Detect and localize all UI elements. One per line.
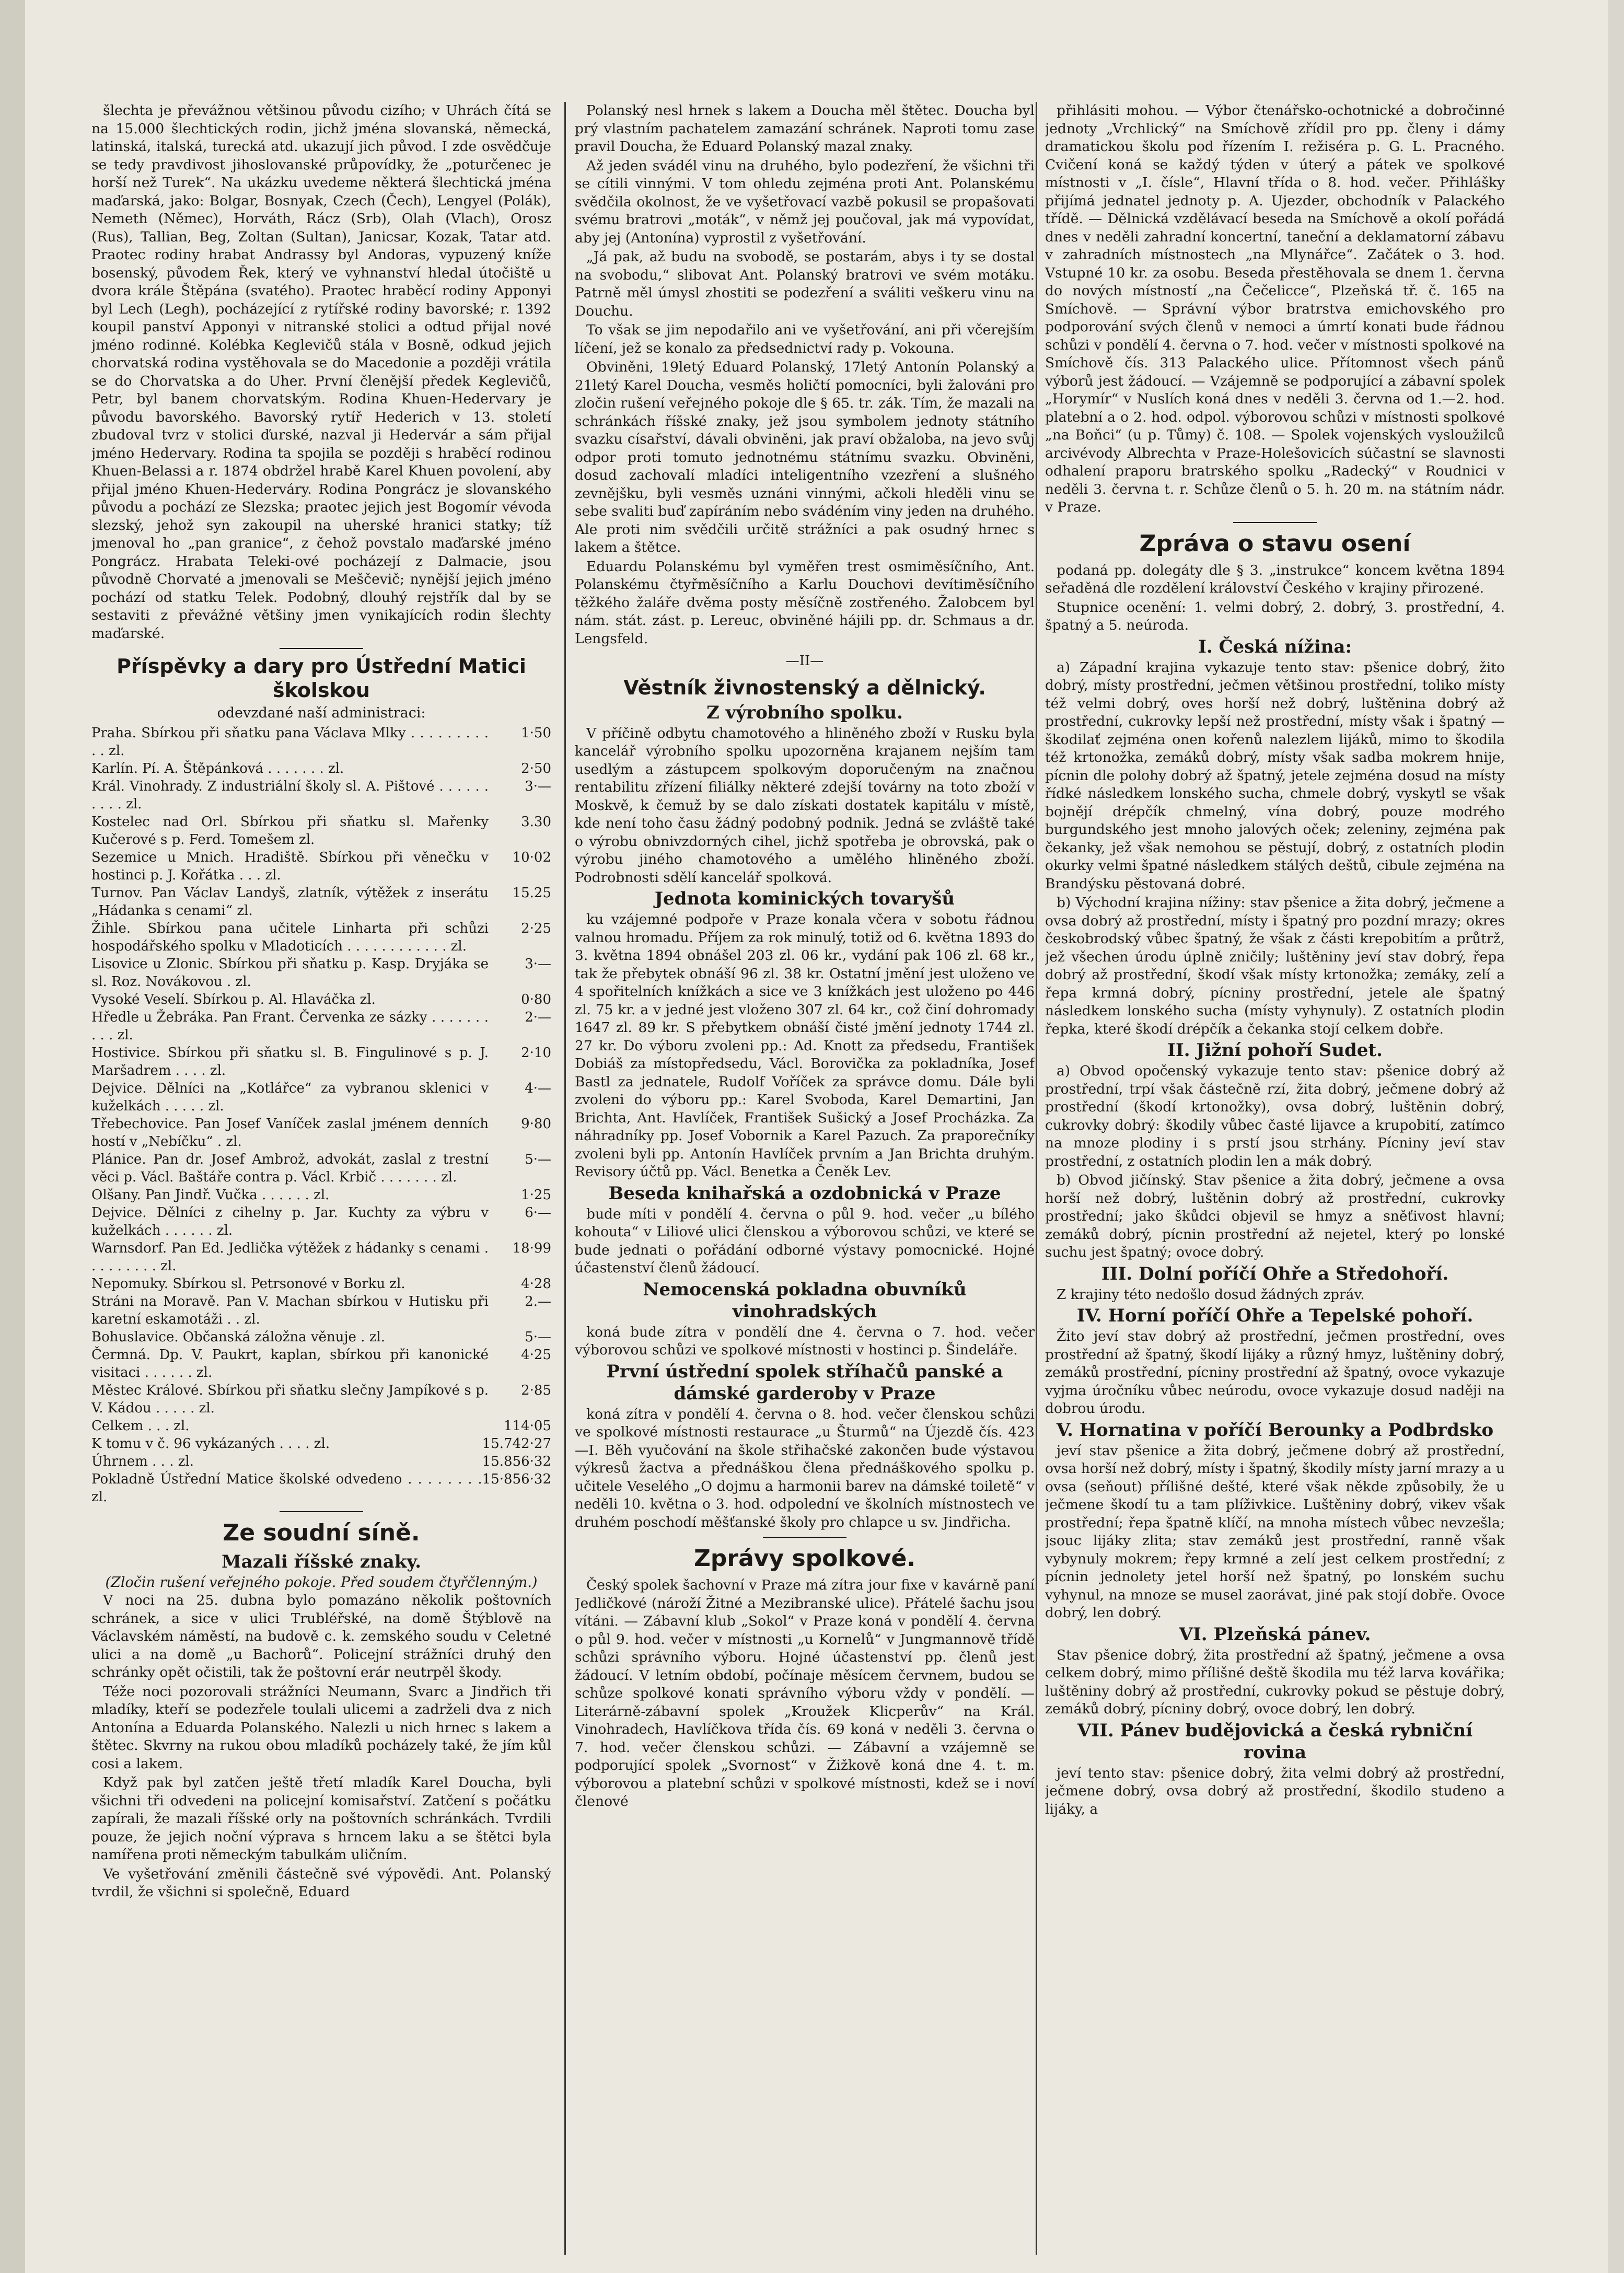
crops-region-heading: IV. Horní poříčí Ohře a Tepelské pohoří.	[1076, 1305, 1474, 1326]
donation-row	[91, 955, 551, 991]
donation-amount: 4·—	[525, 1081, 551, 1096]
total-amount: 15.856·32	[482, 1454, 551, 1469]
donation-amount: 2.—	[525, 1294, 551, 1309]
donation-text: Žihle. Sbírkou pana učitele Linharta při schůzi hospodářského spolku v Mladoticích . . . . . . . . . . . . zl.	[91, 921, 489, 954]
clubs-section-title: Zprávy spolkové.	[693, 1545, 915, 1572]
total-row	[91, 1417, 551, 1435]
donation-amount: 1·50	[521, 725, 551, 741]
donation-text: Bohuslavice. Občanská záložna věnuje . zl.	[91, 1329, 385, 1345]
court-paragraph: V noci na 25. dubna bylo pomazáno několik poštovních schránek, a sice v ulici Trubléřské, na domě Štýblově na Václavském náměstí, na budově c. k. zemského soudu v Celetné ulici a na domě „u Bachorů“. Policejní strážníci druhý den schránky opět očistili, tak že poštovní erár neutrpěl škody.	[91, 1592, 551, 1680]
donation-text: Stráni na Moravě. Pan V. Machan sbírkou v Hutisku při karetní eskamotáži . . zl.	[91, 1294, 489, 1327]
court-section-title: Ze soudní síně.	[223, 1520, 420, 1546]
crops-region-heading: VII. Pánev budějovická a česká rybniční rovina	[1077, 1720, 1473, 1763]
donations-totals	[91, 1417, 551, 1506]
donation-row	[91, 1275, 551, 1293]
donation-row	[91, 991, 551, 1008]
total-row	[91, 1470, 551, 1506]
donations-title: Příspěvky a dary pro Ústřední Matici školskou	[117, 655, 526, 702]
column-1	[91, 102, 551, 2255]
crops-paragraph: Stupnice ocenění: 1. velmi dobrý, 2. dobrý, 3. prostřední, 4. špatný a 5. neúroda.	[1045, 599, 1505, 633]
donation-row	[91, 1346, 551, 1382]
crops-paragraph: Z krajiny této nedošlo dosud žádných zpráv.	[1057, 1286, 1365, 1303]
donation-row	[91, 1151, 551, 1186]
trade-paragraph: bude míti v pondělí 4. června o půl 9. hod. večer „u bílého kohouta“ v Liliové ulici členskou a výborovou schůzi, ve které se bude jednati o pořádání odborné výstavy pomocnické. Hojné účastenství členů žádoucí.	[575, 1205, 1035, 1276]
total-label: Celkem . . . zl.	[91, 1418, 190, 1434]
trade-paragraph: ku vzájemné podpoře v Praze konala včera v sobotu řádnou valnou hromadu. Příjem za rok minulý, totiž od 6. května 1893 do 3. května 1894 obnášel 203 zl. 06 kr., vydání pak 106 zl. 68 kr., tak že přebytek obnáší 96 zl. 38 kr. Ostatní jmění jest uloženo ve 4 spořitelních knížkách a sice ve 3 knížkách jest uloženo po 446 zl. 75 kr. a v jedné jest vloženo 307 zl. 64 kr., což činí dohromady 1647 zl. 89 kr. S přebytkem obnáší čisté jmění jednoty 1744 zl. 27 kr. Do výboru zvoleni pp.: Ad. Knott za předsedu, František Dobiáš za místopředsedu, Václ. Borovička za pokladníka, Josef Bastl za jednatele, Rudolf Voříček za správce domu. Dále byli zvoleni do výboru pp.: Karel Svoboda, Karel Demartini, Jan Brichta, Ant. Havlíček, František Sušický a Josef Procházka. Za náhradníky pp. Josef Vobornik a Karel Pazuch. Za praporečníky zvoleni byli pp. Antonín Havlíček prvním a Jan Brichta druhým. Revisory účtů pp. Václ. Benetka a Čeněk Lev.	[575, 911, 1035, 1180]
donation-text: Olšany. Pan Jindř. Vučka . . . . . . zl.	[91, 1187, 330, 1203]
nobility-article: šlechta je převážnou většinou původu cizího; v Uhrách čítá se na 15.000 šlechtických rodin, jichž jména slovanská, německá, latinská, italská, turecká atd. ukazují jich původ. I zde osvědčuje se tedy pravdivost jihoslovanské průpovídky, že „poturčenec je horší než Turek“. Na ukázku uvedeme některá šlechtická jména maďarská, jako: Bolgar, Bosnyak, Czech (Čech), Lengyel (Polák), Nemeth (Němec), Horváth, Rácz (Srb), Olah (Vlach), Orosz (Rus), Tallian, Beg, Zoltan (Sultan), Janicsar, Kozak, Tatar atd. Praotec rodiny hrabat Andrassy byl Andoras, vypuzený kníže bosenský, původem Řek, který ve vyhnanství hledal útočiště u dvora krále Štěpána (svatého). Praotec hraběcí rodiny Apponyi byl Lech (Legh), pocházející z rytířské rodiny bavorské; r. 1392 koupil panství Apponyi v nitranské stolici a odtud přijal nové jméno rodinné. Kolébka Keglevičů stála v Bosně, odkud jejich chorvatská rodina vystěhovala se do Macedonie a později vrátila se do Chorvatska a do Uher. První členější předek Keglevičů, Petr, byl banem chorvatským. Rodina Khuen-Hedervary je původu bavorského. Bavorský rytíř Hederich v 13. století zbudoval tvrz v stolici ďurské, nazval ji Hedervár a sám přijal jméno Hedervary. Rodina ta spojila se později s hraběcí rodinou Khuen-Belassi a r. 1874 obdržel hrabě Karel Khuen povolení, aby přijal jméno Khuen-Hederváry. Rodina Pongrácz je slovanského původu a pochází ze Slezska; praotec jejich jest Bogomír vévoda slezský, jehož syn zakoupil na uherské hranici statky; tíž jmenoval ho „pan granice“, z čehož povstalo maďarské jméno Pongrácz. Hrabata Teleki-ové pocházejí z Dalmacie, jsou původně Chorvaté a jmenovali se Meščevič; nynější jejich jméno pochází od statku Telek. Podobný, dlouhý rejstřík dal by se sestaviti z převážné většiny jmen vynikajících rodin šlechty maďarské.	[91, 102, 551, 642]
donation-amount: 3·—	[525, 956, 551, 972]
separator	[280, 648, 363, 649]
court-paragraph: Obviněni, 19letý Eduard Polanský, 17letý Antonín Polanský a 21letý Karel Doucha, vesměs holičtí pomocníci, byli žalováni pro zločin rušení veřejného pokoje dle § 65. tr. zák. Tím, že mazali na schránkách říšské znaky, jež jsou symbolem jednoty státního svazku císařství, dávali obviněni, jak praví obžaloba, na jevo svůj odpor proti tomuto jednotnému státnímu svazku. Obviněni, dosud zachovalí mladíci inteligentního vzezření a slušného zevnějšku, byli vesměs uznáni vinnými, ačkoli hleděli vinu se sebe svaliti buď zapíráním nebo svádéním viny jeden na druhého. Ale proti nim svědčili určitě strážníci a pak osudný hrnec s lakem a štětce.	[575, 359, 1035, 555]
donation-amount: 6·—	[525, 1205, 551, 1221]
crops-paragraph: a) Obvod opočenský vykazuje tento stav: pšenice dobrý až prostřední, trpí však částečně rzí, žita dobrý, ječmene dobrý až prostřední (škodí krtonožky), ovsa dobrý, luštěnin dobrý, cukrovky dobrý: škodily vůbec časté lijavce a krupobití, zatímco na mnoze plodiny i s prstí jsou strhány. Pícniny jeví stav prostřední, z ostatních plodin len a mák dobrý.	[1045, 1063, 1505, 1169]
donation-text: Nepomuky. Sbírkou sl. Petrsonové v Borku zl.	[91, 1276, 405, 1292]
crops-paragraph: b) Obvod jičínský. Stav pšenice a žita dobrý, ječmene a ovsa horší než dobrý, luštěnin dobrý až prostřední, cukrovky prostřední; jako škůdci objevil se hmyz a sněťivost hlavní; zemáků dobrý, pícnin prostřední až nejetel, který po lonské suchu jest špatný; ovoce dobrý.	[1045, 1172, 1505, 1260]
donation-text: Čermná. Dp. V. Paukrt, kaplan, sbírkou při kanonické visitaci . . . . . . zl.	[91, 1347, 489, 1381]
trade-section-title: Věstník živnostenský a dělnický.	[623, 676, 986, 699]
donation-row	[91, 813, 551, 849]
crops-paragraph: jeví tento stav: pšenice dobrý, žita velmi dobrý až prostřední, ječmene dobrý, ovsa dobrý až prostřední, škodilo studeno a lijáky, a	[1045, 1765, 1505, 1817]
donation-row	[91, 1080, 551, 1115]
donation-row	[91, 1293, 551, 1328]
donation-text: Lisovice u Zlonic. Sbírkou při sňatku p. Kasp. Dryjáka se sl. Roz. Novákovou . zl.	[91, 956, 489, 990]
donation-text: Kostelec nad Orl. Sbírkou při sňatku sl. Mařenky Kučerové s p. Ferd. Tomešem zl.	[91, 814, 489, 848]
donation-text: Warnsdorf. Pan Ed. Jedlička výtěžek z hádanky s cenami . . . . . . . . . zl.	[91, 1240, 489, 1274]
page-edge	[0, 0, 25, 2273]
donation-amount: 15.25	[512, 885, 551, 901]
donation-text: Turnov. Pan Václav Landyš, zlatník, výtěžek z inserátu „Hádanka s cenami“ zl.	[91, 885, 489, 919]
total-amount: 114·05	[504, 1418, 551, 1434]
separator: —II—	[785, 653, 824, 669]
donations-subtitle: odevzdané naší administraci:	[217, 705, 426, 721]
total-amount: 15.742·27	[482, 1436, 551, 1452]
trade-article-heading: První ústřední spolek stříhačů panské a dámské garderoby v Praze	[606, 1361, 1003, 1404]
donation-text: Dejvice. Dělníci na „Kotlářce“ za vybranou sklenici v kuželkách . . . . . zl.	[91, 1081, 489, 1114]
donation-amount: 2·10	[521, 1045, 551, 1061]
crops-paragraph: a) Západní krajina vykazuje tento stav: pšenice dobrý, žito dobrý, místy prostřední, ječmen většinou prostřední, toliko místy též velmi dobrý, oves horší než dobrý, luštěnina dobrý až prostřední, cukrovky lepší než prostřední, místy však i špatný — škodilať zejména onen kořenů nalezlem lijáků, mimo to škodila též krtonožka, zemáků dobrý, místy však sadba mokrem hnije, pícnin dle polohy dobrý až špatný, jetele zejména dosud na místy řídké následkem lonského sucha, chmele dobrý, vyskytl se však bojnějí drépčík chmelný, vína dobrý, pouze modrého burgundského jest mnoho jalových oček; zeleniny, zejména pak čekanky, jež však nemohou se pěstují, dobrý, z ostatních plodin okurky velmi špatné následkem stálých deštů, cibule zejména na Brandýsku pěstovaná dobré.	[1045, 659, 1505, 892]
donation-text: Třebechovice. Pan Josef Vaníček zaslal jménem denních hostí v „Nebíčku“ . zl.	[91, 1116, 489, 1150]
court-paragraph: Ve vyšetřování změnili částečně své výpovědi. Ant. Polanský tvrdil, že všichni si společně, Eduard	[91, 1865, 551, 1900]
crops-paragraph: Žito jeví stav dobrý až prostřední, ječmen prostřední, oves prostřední až špatný, škodí lijáky a různý hmyz, luštěniny dobrý, zemáků prostřední, pícniny prostřední až špatný, ovoce vykazuje vyjma úročníku vůbec neúrodu, ovoce vykazuje dosud naději na dobrou úrodu.	[1045, 1328, 1505, 1417]
column-3	[1045, 102, 1505, 2255]
donation-text: Král. Vinohrady. Z industriální školy sl. A. Pištové . . . . . . . . . . zl.	[91, 779, 489, 812]
donation-text: Sezemice u Mnich. Hradiště. Sbírkou při věnečku v hostinci p. J. Kořátka . . . zl.	[91, 850, 489, 883]
crops-report-title: Zpráva o stavu osení	[1139, 530, 1411, 557]
crops-paragraph: jeví stav pšenice a žita dobrý, ječmene dobrý až prostřední, ovsa horší než dobrý, místy i špatný, škodily místy jarní mrazy a u ovsa (seňout) přílišné dešté, které však někde způsobily, že u ječmene škodí tu a tam plíživkice. Luštěniny dobrý, vikev však prostřední; řepa špatně klíčí, na mnoha místech vůbec nevzešla; jsouc lijáky zlita; stav zemáků jest prostřední, ranně však vybynuly mokrem; řepy krmné a zelí jest celkem prostřední; z pícnin jednolety jetel horší než špatný, po lonském suchu vyhynul, na mnoze se musel zaorávat, jiné pak stojí dobře. Ovoce dobrý, len dobrý.	[1045, 1442, 1505, 1621]
donation-amount: 4·28	[521, 1276, 551, 1292]
donation-row	[91, 1204, 551, 1239]
donation-text: Hředle u Žebráka. Pan Frant. Červenka ze sázky . . . . . . . . . . zl.	[91, 1010, 489, 1043]
donation-amount: 2·85	[521, 1383, 551, 1398]
column-2	[575, 102, 1035, 2255]
column-divider	[564, 102, 566, 2255]
crops-paragraph: podaná pp. dolegáty dle § 3. „instrukce“ koncem května 1894 seřaděná dle rozdělení království Českého v krajiny přirozené.	[1045, 562, 1505, 596]
total-label: Pokladně Ústřední Matice školské odvedeno . . . . . . . . zl.	[91, 1471, 482, 1505]
donation-row	[91, 884, 551, 920]
donation-amount: 1·25	[521, 1187, 551, 1203]
crops-paragraph: Stav pšenice dobrý, žita prostřední až špatný, ječmene a ovsa celkem dobrý, mimo přílišné deště škodila mu též larva kovářika; luštěniny dobrý až prostřední, cukrovky pokud se pěstuje dobrý, zemáků dobrý, pícniny dobrý, ovoce dobrý, len dobrý.	[1045, 1646, 1505, 1717]
donation-amount: 3·—	[525, 779, 551, 794]
court-paragraph: Když pak byl zatčen ještě třetí mladík Karel Doucha, byli všichni tři odvedeni na policejní komisařství. Zatčení s počátku zapírali, že mazali říšské orly na poštovních schránkách. Tvrdili pouze, že jejich noční výprava s hrncem laku a se štětci byla namířena proti německým tabulkám uličním.	[91, 1775, 551, 1863]
trade-article-heading: Z výrobního spolku.	[706, 702, 903, 723]
donation-row	[91, 1239, 551, 1275]
trade-paragraph: koná bude zítra v pondělí dne 4. června o 7. hod. večer výborovou schůzi ve spolkové místnosti v hostinci p. Šindeláře.	[575, 1324, 1035, 1358]
trade-paragraph: V příčině odbytu chamotového a hliněného zboží v Rusku byla kancelář výrobního spolku upozorněna krajanem nejším tam usedlým a zástupcem spolkovým doporučeným na značnou rentabilitu zřízení filiálky některé zdejší továrny na toto zboží v Moskvě, k čemuž by se dalo získati dostatek kapitálu v místě, kde není toho času žádný podobný podnik. Jedná se zvláště také o výrobu obnivzdorných cihel, jichž spotřeba je obrovská, pak o výrobu jiného chamotového a umělého hliněného zboží. Podrobnosti sdělí kancelář spolková.	[575, 725, 1035, 886]
separator	[280, 1511, 363, 1512]
donation-text: Městec Králové. Sbírkou při sňatku slečny Jampíkové s p. V. Kádou . . . . . zl.	[91, 1383, 489, 1416]
court-paragraph: „Já pak, až budu na svobodě, se postarám, abys i ty se dostal na svobodu,“ slibovat Ant. Polanský bratrovi ve svém motáku. Patrně měl úmysl zhostiti se podezření a sváliti veškeru vinu na Douchu.	[575, 249, 1035, 319]
donation-text: Karlín. Pí. A. Štěpánková . . . . . . . zl.	[91, 761, 344, 776]
donation-amount: 2·50	[521, 761, 551, 776]
clubs-paragraph: Český spolek šachovní v Praze má zítra jour fixe v kavárně paní Jedličkové (nároží Žitné a Mezibranské ulice). Přátelé šachu jsou vítáni. — Zábavní klub „Sokol“ v Praze koná v pondělí 4. června o půl 9. hod. večer v místnosti „u Kornelů“ v Jungmannově třídě schůzi správního výboru. Hojné účastenství pp. členů jest žádoucí. V letním období, počínaje měsícem červnem, budou se schůze spolkové konati správního výboru vždy v pondělí. — Literárně-zábavní spolek „Kroužek Klicperův“ na Král. Vinohradech, Havlíčkova třída čís. 69 koná v neděli 3. června o 7. hod. večer členskou schůzi. — Zábavní a vzájemně se podporující spolek „Svornost“ v Žižkově koná dne 4. t. m. výborovou a platební schůzi v spolkové místnosti, kdež se i noví členové	[575, 1577, 1035, 1810]
donation-row	[91, 778, 551, 813]
crops-region-heading: VI. Plzeňská pánev.	[1179, 1623, 1371, 1645]
court-paragraph: Téže noci pozorovali strážníci Neumann, Svarc a Jindřich tři mladíky, kteří se podezřele toulali ulicemi a zadrželi dva z nich Antonína a Eduarda Polanského. Nalezli u nich hrnec s lakem a štětec. Skvrny na rukou obou mladíků pocházely také, že jím kůl cosi a lakem.	[91, 1683, 551, 1772]
donation-row	[91, 1382, 551, 1417]
donation-row	[91, 1186, 551, 1204]
donation-amount: 3.30	[521, 814, 551, 830]
donation-amount: 18·99	[512, 1240, 551, 1256]
donation-row	[91, 724, 551, 760]
donation-text: Plánice. Pan dr. Josef Ambrož, advokát, zaslal z trestní věci p. Václ. Baštáře contra p. Václ. Krbič . . . . . . . zl.	[91, 1152, 489, 1185]
crops-region-heading: I. Česká nížina:	[1198, 636, 1352, 657]
column-divider	[1036, 102, 1037, 2255]
separator	[1233, 522, 1317, 523]
donation-text: Hostivice. Sbírkou při sňatku sl. B. Fingulinové s p. J. Maršadrem . . . . zl.	[91, 1045, 489, 1078]
separator	[763, 1537, 846, 1538]
donation-row	[91, 1115, 551, 1151]
court-paragraph: Až jeden svádél vinu na druhého, bylo podezření, že všichni tři se cítili vinnými. V tom ohledu zejména proti Ant. Polanskému svědčila okolnost, že ve vyšetřovací vazbě pokusil se propašovati svému bratrovi „moták“, v němž jej poučoval, jak má vypovídat, aby jej (Antonína) vyprostil z vyšetřování.	[575, 157, 1035, 246]
donation-row	[91, 1044, 551, 1080]
court-paragraph: To však se jim nepodařilo ani ve vyšetřování, ani při včerejším líčení, jež se konalo za předsednictví rady p. Vokouna.	[575, 322, 1035, 356]
court-article-title: Mazali říšské znaky.	[221, 1551, 422, 1572]
donation-row	[91, 849, 551, 884]
donation-amount: 5·—	[525, 1152, 551, 1167]
trade-paragraph: koná zítra v pondělí 4. června o 8. hod. večer členskou schůzi ve spolkové místnosti restaurace „u Šturmů“ na Újezdě čís. 423—I. Běh vyučování na škole střihačské zakončen bude výstavou výkresů žactva a přednáškou člena přednáškového spolku p. učitele Veselého „O dojmu a harmonii barev na dámské toiletě“ v neděli 10. května o 3. hod. odpolední ve školních místnostech ve druhém poschodí měšťanské školy pro chlapce u sv. Jindřicha.	[575, 1406, 1035, 1530]
trade-article-heading: Nemocenská pokladna obuvníků vinohradských	[643, 1279, 967, 1322]
donation-row	[91, 760, 551, 778]
crops-paragraph: b) Východní krajina nížiny: stav pšenice a žita dobrý, ječmene a ovsa dobrý až prostřední, místy i špatný pro pozdní mrazy; okres českobrodský vůbec špatný, že však z části krepobitím a průtrž, jež všechen úrodu úplně zničily; luštěniny jeví stav dobrý, řepa dobrý až prostřední, škodí však místy krtonožka; zemáky, zelí a řepa krmná dobrý, pícniny prostřední, jetele ale špatný následkem lonského sucha (místy vyhynuly). Z ostatních plodin řepka, které škodí drépčík a čekanka stojí celkem dobře.	[1045, 895, 1505, 1037]
total-label: Úhrnem . . . zl.	[91, 1454, 194, 1469]
donation-amount: 2·—	[525, 1010, 551, 1025]
donation-amount: 9·80	[521, 1116, 551, 1132]
court-paragraph: Eduardu Polanskému byl vyměřen trest osmiměsíčního, Ant. Polanskému čtyřměsíčního a Karlu Douchovi devítiměsíčního těžkého žaláře dvěma posty měsíčně zostřeného. Žalobcem byl nám. stát. zást. p. Lereuc, obviněné hájili pp. dr. Schmaus a dr. Lengsfeld.	[575, 558, 1035, 647]
court-article-note: (Zločin rušení veřejného pokoje. Před soudem čtyřčlenným.)	[105, 1574, 538, 1591]
donation-amount: 2·25	[521, 921, 551, 936]
crops-region-heading: II. Jižní pohoří Sudet.	[1167, 1040, 1383, 1061]
court-paragraph: Polanský nesl hrnek s lakem a Doucha měl štětec. Doucha byl prý vlastním pachatelem zamazání schránek. Naproti tomu zase pravil Doucha, že Eduard Polanský mazal znaky.	[575, 102, 1035, 155]
donation-text: Dejvice. Dělníci z cihelny p. Jar. Kuchty za výbru v kuželkách . . . . . . zl.	[91, 1205, 489, 1238]
total-row	[91, 1435, 551, 1453]
donation-amount: 4·25	[521, 1347, 551, 1363]
donation-amount: 10·02	[512, 850, 551, 865]
total-amount: 15·856·32	[482, 1471, 551, 1487]
donation-text: Vysoké Veselí. Sbírkou p. Al. Hlaváčka zl.	[91, 992, 376, 1007]
crops-region-heading: V. Hornatina v poříčí Berounky a Podbrdsko	[1056, 1419, 1494, 1441]
trade-article-heading: Beseda knihařská a ozdobnická v Praze	[608, 1182, 1001, 1204]
crops-region-heading: III. Dolní poříčí Ohře a Středohoří.	[1101, 1263, 1449, 1284]
total-label: K tomu v č. 96 vykázaných . . . . zl.	[91, 1436, 330, 1452]
trade-article-heading: Jednota kominických tovaryšů	[654, 888, 955, 909]
donation-row	[91, 1008, 551, 1044]
donation-row	[91, 1328, 551, 1346]
donations-list	[91, 724, 551, 1417]
donation-text: Praha. Sbírkou při sňatku pana Václava Mlky . . . . . . . . . . . zl.	[91, 725, 489, 759]
total-row	[91, 1453, 551, 1470]
clubs-paragraph: přihlásiti mohou. — Výbor čtenářsko-ochotnické a dobročinné jednoty „Vrchlický“ na Smíchově zřídil pro pp. členy i dámy dramatickou školu pod řízením I. režiséra p. G. L. Pracného. Cvičení koná se každý týden v úterý a pátek ve spolkové místnosti v „I. čísle“, Hlavní třída o 8. hod. večer. Přihlášky přijímá jednatel jednoty p. A. Ujezder, obchodník v Palackého třídě. — Dělnická vzdělávací beseda na Smíchově a okolí pořádá dnes v neděli zahradní koncertní, taneční a deklamatorní zábavu v zahradních místnostech „na Mlynářce“. Začátek o 3. hod. Vstupné 10 kr. za osobu. Beseda přestěhovala se dnem 1. června do nových místností „na Čečelicce“, Plzeňská tř. č. 165 na Smíchově. — Správní výbor bratrstva emichovského pro podporování svých členů v nemoci a úmrtí konati bude řádnou schůzi v pondělí 4. června o 7. hod. večer v místnosti spolkové na Smíchově čís. 313 Palackého ulice. Přítomnost všech pánů výborů jest žádoucí. — Vzájemně se podporující a zábavní spolek „Horymír“ v Nuslích koná dnes v neděli 3. června od 1.—2. hod. platební a o 2. hod. odpol. výborovou schůzi v místnosti spolkové „na Boňci“ (u p. Tůmy) č. 108. — Spolek vojenských vysloužilců arcivévody Albrechta v Praze-Holešovicích súčastní se slavnosti odhalení praporu bratrského spolku „Radecký“ v Roudnici v neděli 3. června t. r. Schůze členů o 5. h. 20 m. na státním nádr. v Praze.	[1045, 102, 1505, 515]
donation-amount: 5·—	[525, 1329, 551, 1345]
donation-row	[91, 920, 551, 955]
donation-amount: 0·80	[521, 992, 551, 1007]
